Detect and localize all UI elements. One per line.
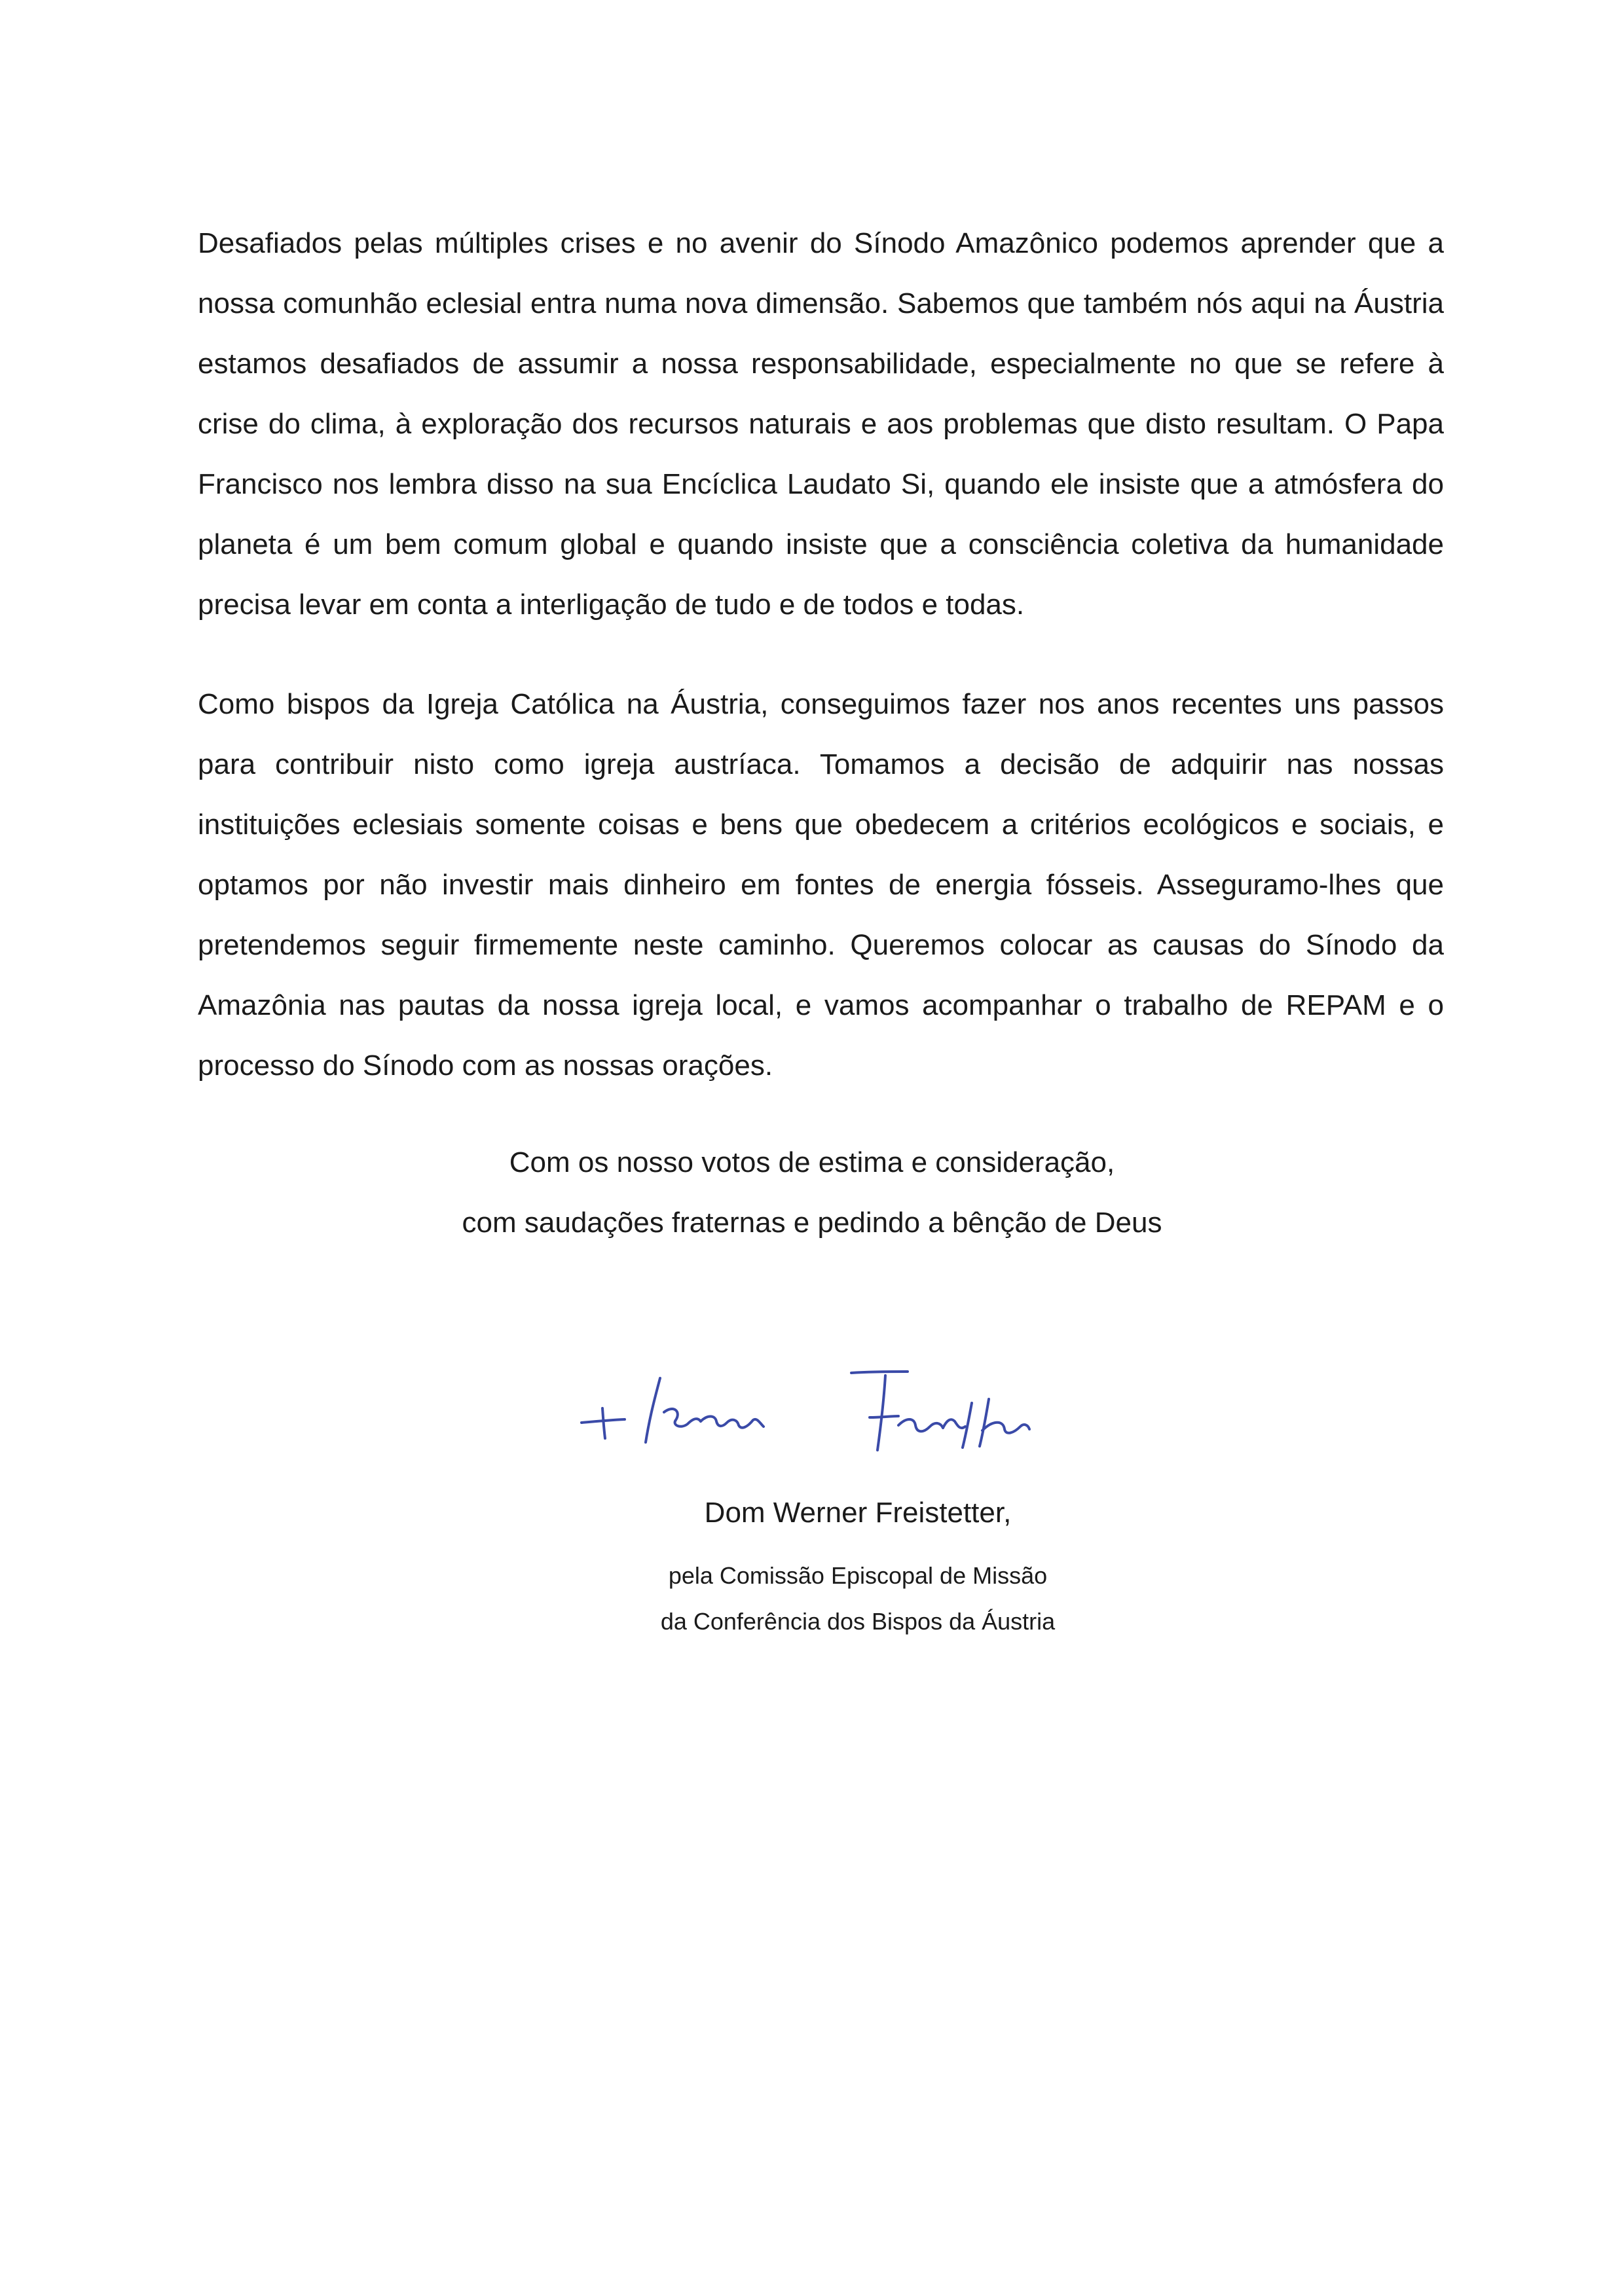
closing-line-1: Com os nosso votos de estima e consideração, — [509, 1146, 1115, 1178]
closing-line-2: com saudações fraternas e pedindo a bênção de Deus — [462, 1207, 1162, 1239]
signer-name: Dom Werner Freistetter, — [704, 1497, 1012, 1529]
signer-role-line-1: pela Comissão Episcopal de Missão — [668, 1562, 1048, 1589]
signature-drawing — [576, 1352, 1048, 1470]
body-paragraph-2: Como bispos da Igreja Católica na Áustria, conseguimos fazer nos anos recentes uns passos para contribuir nisto como igreja austríaca. Tomamos a decisão de adquirir nas nossas instituições eclesiais somente coisas e bens que obedecem a critérios ecológicos e sociais, e optamos por não investir mais dinheiro em fontes de energia fósseis. Asseguramo-lhes que pretendemos seguir firmemente neste caminho. Queremos colocar as causas do Sínodo da Amazônia nas pautas da nossa igreja local, e vamos acompanhar o trabalho de REPAM e o processo do Sínodo com as nossas orações. — [198, 688, 1444, 1082]
signer-role-line-2: da Conferência dos Bispos da Áustria — [660, 1608, 1056, 1635]
handwritten-signature — [576, 1352, 1048, 1470]
body-paragraph-1: Desafiados pelas múltiples crises e no avenir do Sínodo Amazônico podemos aprender que a nossa comunhão eclesial entra numa nova dimensão. Sabemos que também nós aqui na Áustria estamos desafiados de assumir a nossa responsabilidade, especialmente no que se refere à crise do clima, à exploração dos recursos naturais e aos problemas que disto resultam. O Papa Francisco nos lembra disso na sua Encíclica Laudato Si, quando ele insiste que a atmósfera do planeta é um bem comum global e quando insiste que a consciência coletiva da humanidade precisa levar em conta a interligação de tudo e de todos e todas. — [198, 227, 1444, 621]
